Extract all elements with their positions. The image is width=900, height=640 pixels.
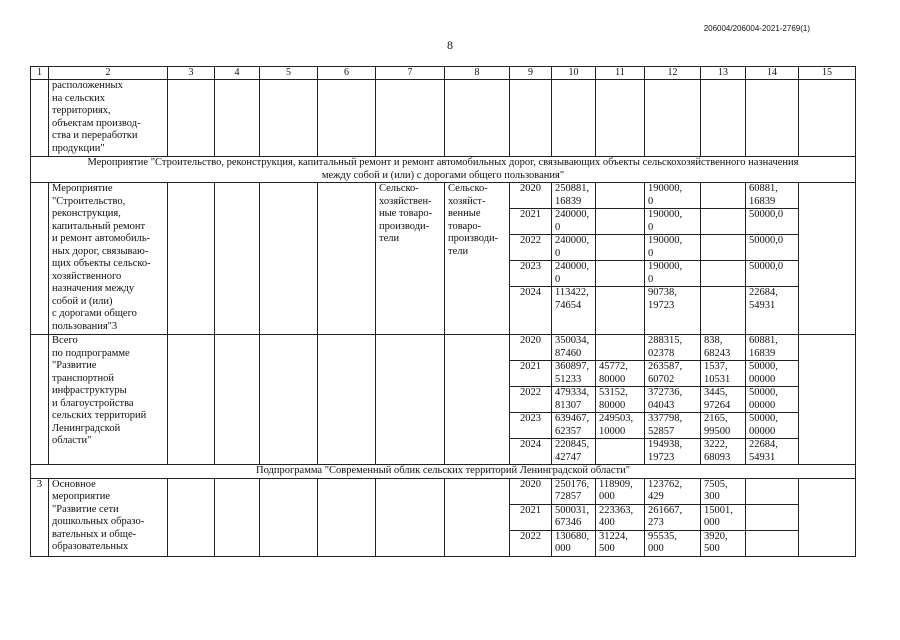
- total-amount-cell: 250176, 72857: [552, 478, 596, 504]
- total-amount-cell: 350034, 87460: [552, 335, 596, 361]
- subprogram-heading-row: [31, 465, 856, 479]
- local-budget-cell: [701, 183, 746, 209]
- federal-budget-cell: [596, 335, 645, 361]
- regional-budget-cell: 190000, 0: [645, 261, 701, 287]
- other-sources-cell: 60881, 16839: [746, 183, 799, 209]
- year-cell: 2024: [510, 439, 552, 465]
- table-row: [31, 335, 856, 361]
- other-sources-cell: 50000, 00000: [746, 413, 799, 439]
- document-id: 206004/206004-2021-2769(1): [703, 24, 810, 33]
- other-sources-cell: [746, 478, 799, 504]
- local-budget-cell: 3920, 500: [701, 530, 746, 556]
- total-name-cell: Всего по подпрограмме "Развитие транспортной инфраструктуры и благоустройства сельских территорий Ленинградской области": [49, 335, 168, 465]
- col-number: 4: [215, 67, 260, 80]
- local-budget-cell: [701, 261, 746, 287]
- col-number: 6: [318, 67, 376, 80]
- federal-budget-cell: 223363, 400: [596, 504, 645, 530]
- regional-budget-cell: 95535, 000: [645, 530, 701, 556]
- other-sources-cell: 50000,0: [746, 261, 799, 287]
- total-amount-cell: 639467, 62357: [552, 413, 596, 439]
- total-amount-cell: 360897, 51233: [552, 361, 596, 387]
- local-budget-cell: 15001, 000: [701, 504, 746, 530]
- federal-budget-cell: 249503, 10000: [596, 413, 645, 439]
- regional-budget-cell: 190000, 0: [645, 235, 701, 261]
- regional-budget-cell: 123762, 429: [645, 478, 701, 504]
- executor-cell: Сельско- хозяйствен- ные товаро- производи- тели: [376, 183, 445, 335]
- federal-budget-cell: [596, 287, 645, 335]
- col-number: 8: [445, 67, 510, 80]
- measure-heading-row: [31, 157, 856, 183]
- federal-budget-cell: [596, 261, 645, 287]
- federal-budget-cell: 53152, 80000: [596, 387, 645, 413]
- row-number-cell: 3: [31, 478, 49, 556]
- col-number: 13: [701, 67, 746, 80]
- other-sources-cell: [746, 530, 799, 556]
- other-sources-cell: 50000,0: [746, 235, 799, 261]
- continuation-row: [31, 80, 856, 157]
- year-cell: 2020: [510, 478, 552, 504]
- federal-budget-cell: [596, 439, 645, 465]
- total-amount-cell: 130680, 000: [552, 530, 596, 556]
- year-cell: 2022: [510, 387, 552, 413]
- col-number: 5: [260, 67, 318, 80]
- year-cell: 2023: [510, 261, 552, 287]
- other-sources-cell: 22684, 54931: [746, 439, 799, 465]
- regional-budget-cell: 261667, 273: [645, 504, 701, 530]
- total-amount-cell: 479334, 81307: [552, 387, 596, 413]
- regional-budget-cell: 372736, 04043: [645, 387, 701, 413]
- other-sources-cell: 60881, 16839: [746, 335, 799, 361]
- year-cell: 2020: [510, 335, 552, 361]
- other-sources-cell: 50000,0: [746, 209, 799, 235]
- year-cell: 2024: [510, 287, 552, 335]
- year-cell: 2021: [510, 209, 552, 235]
- local-budget-cell: 7505, 300: [701, 478, 746, 504]
- measure-heading: Мероприятие "Строительство, реконструкция, капитальный ремонт и ремонт автомобильных дорог, связывающих объекты сельскохозяйственного назначения между собой и (или) с дорогами общего пользования": [31, 157, 856, 183]
- other-sources-cell: 50000, 00000: [746, 361, 799, 387]
- regional-budget-cell: 288315, 02378: [645, 335, 701, 361]
- col-number: 10: [552, 67, 596, 80]
- local-budget-cell: 3222, 68093: [701, 439, 746, 465]
- page-number: 8: [447, 38, 453, 52]
- regional-budget-cell: 90738, 19723: [645, 287, 701, 335]
- year-cell: 2022: [510, 235, 552, 261]
- local-budget-cell: 838, 68243: [701, 335, 746, 361]
- total-amount-cell: 500031, 67346: [552, 504, 596, 530]
- federal-budget-cell: 31224, 500: [596, 530, 645, 556]
- column-number-row: [31, 67, 856, 80]
- col-number: 11: [596, 67, 645, 80]
- total-amount-cell: 250881, 16839: [552, 183, 596, 209]
- total-amount-cell: 113422, 74654: [552, 287, 596, 335]
- federal-budget-cell: 45772, 80000: [596, 361, 645, 387]
- col-number: 2: [49, 67, 168, 80]
- year-cell: 2023: [510, 413, 552, 439]
- federal-budget-cell: [596, 183, 645, 209]
- col-number: 14: [746, 67, 799, 80]
- total-amount-cell: 240000, 0: [552, 235, 596, 261]
- participant-cell: Сельско- хозяйст- венные товаро- производи- тели: [445, 183, 510, 335]
- col-number: 1: [31, 67, 49, 80]
- regional-budget-cell: 190000, 0: [645, 209, 701, 235]
- regional-budget-cell: 263587, 60702: [645, 361, 701, 387]
- table-row: [31, 478, 856, 504]
- local-budget-cell: 3445, 97264: [701, 387, 746, 413]
- local-budget-cell: [701, 287, 746, 335]
- continuation-name-cell: расположенных на сельских территориях, объектам производ- ства и переработки продукции": [49, 80, 168, 157]
- regional-budget-cell: 190000, 0: [645, 183, 701, 209]
- col-number: 9: [510, 67, 552, 80]
- subprogram-heading: Подпрограмма "Современный облик сельских территорий Ленинградской области": [31, 465, 856, 479]
- year-cell: 2020: [510, 183, 552, 209]
- program-table: [30, 66, 856, 557]
- federal-budget-cell: [596, 209, 645, 235]
- total-amount-cell: 240000, 0: [552, 261, 596, 287]
- year-cell: 2021: [510, 361, 552, 387]
- year-cell: 2022: [510, 530, 552, 556]
- local-budget-cell: [701, 209, 746, 235]
- total-amount-cell: 220845, 42747: [552, 439, 596, 465]
- federal-budget-cell: 118909, 000: [596, 478, 645, 504]
- total-amount-cell: 240000, 0: [552, 209, 596, 235]
- local-budget-cell: 2165, 99500: [701, 413, 746, 439]
- year-cell: 2021: [510, 504, 552, 530]
- col-number: 7: [376, 67, 445, 80]
- local-budget-cell: [701, 235, 746, 261]
- measure-name-cell: Мероприятие "Строительство, реконструкция, капитальный ремонт и ремонт автомобиль- ных дорог, связываю- щих объекты сельско- хозяйственного назначения между собой и (или) с дорогами общего пользования"3: [49, 183, 168, 335]
- col-number: 12: [645, 67, 701, 80]
- regional-budget-cell: 194938, 19723: [645, 439, 701, 465]
- regional-budget-cell: 337798, 52857: [645, 413, 701, 439]
- other-sources-cell: 22684, 54931: [746, 287, 799, 335]
- col-number: 15: [799, 67, 856, 80]
- local-budget-cell: 1537, 10531: [701, 361, 746, 387]
- federal-budget-cell: [596, 235, 645, 261]
- table-row: [31, 183, 856, 209]
- col-number: 3: [168, 67, 215, 80]
- other-sources-cell: [746, 504, 799, 530]
- main-measure-name-cell: Основное мероприятие "Развитие сети дошкольных образо- вательных и обще- образовательных: [49, 478, 168, 556]
- other-sources-cell: 50000, 00000: [746, 387, 799, 413]
